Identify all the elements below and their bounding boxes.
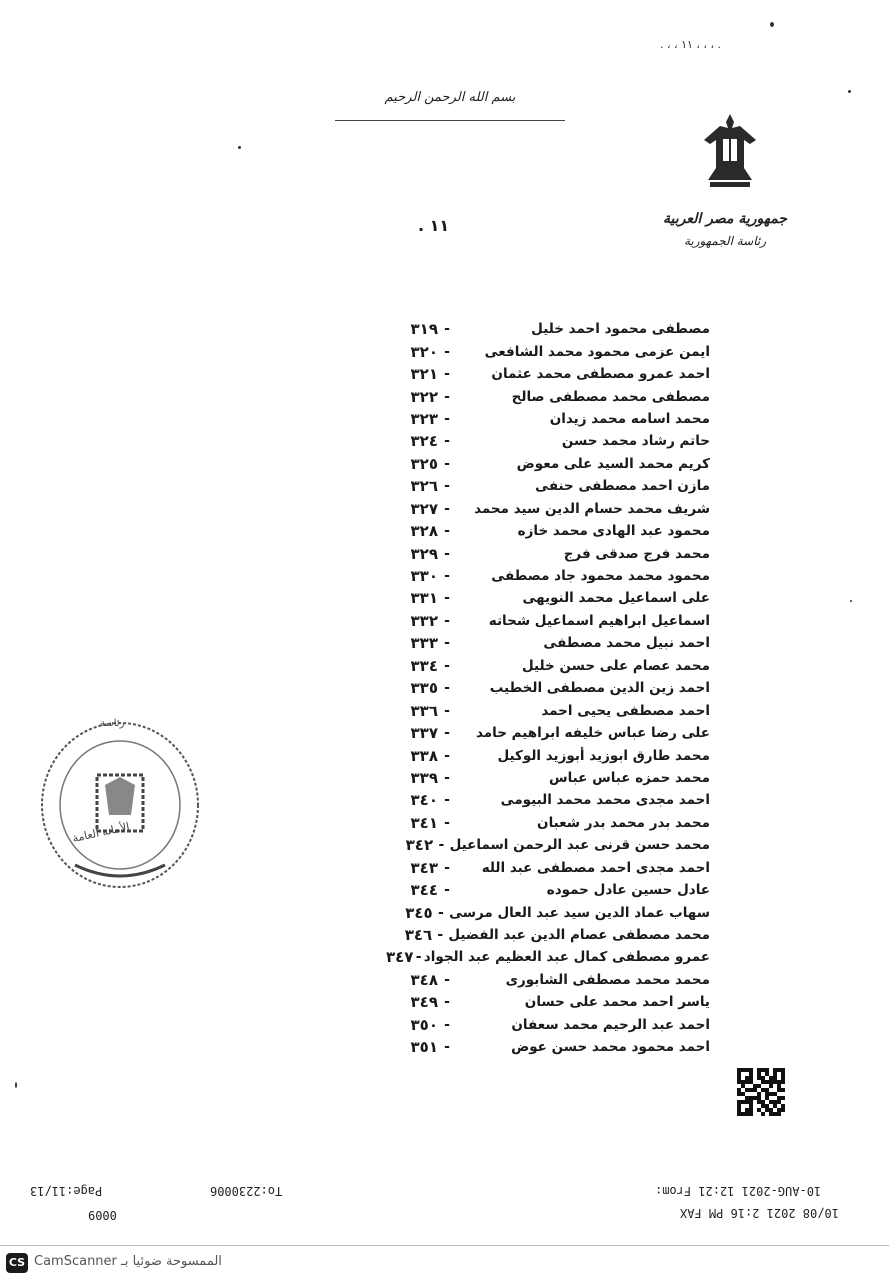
entry-name: محمد طارق ابوزيد أبوزيد الوكيل	[497, 747, 710, 764]
entry-name: احمد محمود محمد حسن عوض	[511, 1039, 710, 1056]
republic-title: جمهورية مصر العربية	[663, 211, 787, 227]
entry-name: محمد مصطفى عصام الدين عبد الفضيل	[448, 927, 710, 944]
entry-number: ٣٣٢	[410, 611, 438, 630]
list-item	[380, 318, 710, 340]
entry-name: محمد محمد مصطفى الشابورى	[505, 971, 710, 988]
entry-number: ٣٤١	[410, 813, 438, 832]
entry-dash: -	[444, 1016, 450, 1033]
scan-speck	[15, 1082, 17, 1088]
entry-number: ٣٣٩	[410, 768, 438, 787]
entry-dash: -	[444, 769, 450, 786]
names-list	[380, 318, 710, 1058]
entry-dash: -	[444, 814, 450, 831]
entry-number: ٣٤٧	[385, 948, 414, 967]
list-item	[380, 340, 710, 362]
entry-name: محمد عصام على حسن خليل	[521, 657, 710, 674]
entry-name: محمد فرج صدقى فرج	[563, 545, 710, 562]
entry-dash: -	[444, 321, 450, 338]
list-item	[380, 1014, 710, 1036]
list-item	[380, 901, 710, 923]
scan-speck	[850, 600, 852, 602]
entry-dash: -	[444, 523, 450, 540]
list-item	[380, 520, 710, 542]
list-item	[380, 946, 710, 968]
entry-number: ٣٣٠	[410, 567, 438, 586]
entry-number: ٣٢٠	[410, 342, 438, 361]
entry-name: احمد عبد الرحيم محمد سعفان	[511, 1016, 710, 1033]
list-item	[380, 610, 710, 632]
entry-dash: -	[437, 927, 444, 944]
entry-dash: -	[444, 635, 450, 652]
list-item	[380, 834, 710, 856]
entry-dash: -	[444, 388, 450, 405]
page-marker: . ١١	[418, 216, 450, 235]
entry-number: ٣٤٥	[405, 903, 433, 922]
fax-to: To:2230006	[210, 1184, 283, 1198]
entry-number: ٣٣٤	[410, 656, 438, 675]
qr-code-icon	[737, 1068, 785, 1116]
entry-dash: -	[438, 837, 445, 854]
list-item	[380, 655, 710, 677]
entry-number: ٣٣٣	[410, 634, 438, 653]
fax-counter: 0009	[88, 1208, 117, 1222]
list-item	[380, 385, 710, 407]
entry-number: ٣٤٨	[410, 970, 438, 989]
entry-dash: -	[444, 747, 450, 764]
list-item	[380, 812, 710, 834]
list-item	[380, 363, 710, 385]
list-item	[380, 924, 710, 946]
entry-name: احمد مصطفى يحيى احمد	[541, 702, 710, 719]
entry-name: محمود محمد محمود جاد مصطفى	[491, 568, 710, 585]
list-item	[380, 587, 710, 609]
list-item	[380, 879, 710, 901]
entry-dash: -	[444, 410, 450, 427]
entry-name: مازن احمد مصطفى حنفى	[535, 478, 710, 495]
list-item	[380, 857, 710, 879]
entry-name: احمد زين الدين مصطفى الخطيب	[489, 680, 710, 697]
entry-dash: -	[444, 882, 450, 899]
entry-dash: -	[444, 478, 450, 495]
entry-number: ٣٣٦	[410, 701, 438, 720]
entry-name: على رضا عباس خليفه ابراهيم حامد	[476, 725, 710, 742]
entry-name: سهاب عماد الدين سيد عبد العال مرسى	[449, 904, 710, 921]
entry-name: كريم محمد السيد على معوض	[516, 455, 710, 472]
entry-name: محمد حسن قرنى عبد الرحمن اسماعيل	[449, 837, 710, 854]
entry-dash: -	[444, 343, 450, 360]
entry-dash: -	[444, 1039, 450, 1056]
entry-name: عادل حسين عادل حموده	[546, 882, 710, 899]
entry-name: احمد نبيل محمد مصطفى	[543, 635, 710, 652]
entry-number: ٣٢٨	[410, 522, 438, 541]
entry-number: ٣٤٢	[405, 836, 434, 855]
entry-name: على اسماعيل محمد النويهى	[522, 590, 710, 607]
scan-speck	[848, 90, 851, 93]
entry-dash: -	[444, 545, 450, 562]
basmala-header: بسم الله الرحمن الرحيم	[335, 90, 565, 121]
entry-number: ٣٤٠	[410, 791, 438, 810]
header-marks: . ، ، ١١ ، ، ، .	[660, 38, 722, 51]
camscanner-caption: الممسوحة ضوئيا بـ CamScanner	[34, 1254, 222, 1269]
entry-number: ٣٤٦	[404, 926, 433, 945]
entry-name: حاتم رشاد محمد حسن	[561, 433, 710, 450]
entry-dash: -	[444, 366, 450, 383]
entry-name: محمد بدر محمد بدر شعبان	[537, 814, 710, 831]
entry-number: ٣٤٤	[410, 881, 438, 900]
list-item	[380, 565, 710, 587]
entry-dash: -	[444, 859, 450, 876]
fax-date-from: 10-AUG-2021 12:21 From:	[655, 1184, 822, 1198]
entry-dash: -	[444, 994, 450, 1011]
list-item	[380, 408, 710, 430]
entry-name: ياسر احمد محمد على حسان	[524, 994, 710, 1011]
entry-number: ٣٥٠	[410, 1015, 438, 1034]
list-item	[380, 430, 710, 452]
entry-number: ٣٤٩	[410, 993, 438, 1012]
scan-speck	[770, 22, 774, 27]
eagle-emblem-icon	[700, 110, 760, 190]
list-item	[380, 542, 710, 564]
entry-number: ٣٢٥	[410, 454, 438, 473]
entry-name: مصطفى محمد مصطفى صالح	[511, 388, 710, 405]
entry-dash: -	[444, 500, 450, 517]
entry-number: ٣٢٦	[410, 477, 438, 496]
entry-name: احمد مجدى محمد محمد البيومى	[500, 792, 710, 809]
list-item	[380, 1036, 710, 1058]
entry-name: محمود عبد الهادى محمد خازه	[517, 523, 710, 540]
entry-number: ٣٢١	[410, 365, 438, 384]
entry-number: ٣٣١	[410, 589, 438, 608]
entry-number: ٣٥١	[410, 1038, 438, 1057]
list-item	[380, 744, 710, 766]
entry-number: ٣٢٣	[410, 409, 438, 428]
entry-dash: -	[415, 949, 422, 966]
entry-number: ٣٣٧	[410, 724, 438, 743]
fax-timestamp: 10/08 2021 2:16 PM FAX	[680, 1206, 839, 1220]
entry-dash: -	[444, 590, 450, 607]
entry-dash: -	[444, 725, 450, 742]
presidency-title: رئاسة الجمهورية	[683, 234, 767, 248]
list-item	[380, 677, 710, 699]
entry-number: ٣٢٧	[410, 499, 438, 518]
entry-dash: -	[444, 792, 450, 809]
entry-number: ٣٣٥	[410, 679, 438, 698]
list-item	[380, 498, 710, 520]
camscanner-logo-icon: CS	[6, 1253, 28, 1273]
entry-dash: -	[437, 904, 444, 921]
entry-dash: -	[444, 568, 450, 585]
entry-name: محمد اسامه محمد زيدان	[549, 410, 710, 427]
list-item	[380, 789, 710, 811]
list-item	[380, 767, 710, 789]
entry-name: شريف محمد حسام الدين سيد محمد	[474, 500, 710, 517]
entry-name: مصطفى محمود احمد خليل	[531, 321, 710, 338]
entry-dash: -	[444, 971, 450, 988]
camscanner-watermark-bar	[0, 1245, 889, 1281]
entry-number: ٣٤٣	[410, 858, 438, 877]
list-item	[380, 632, 710, 654]
entry-dash: -	[444, 702, 450, 719]
seal-bottom-text: الأمانة العامة	[71, 820, 131, 845]
fax-page: Page:11/13	[30, 1184, 103, 1198]
entry-dash: -	[444, 657, 450, 674]
entry-name: محمد حمزه عباس عباس	[548, 769, 710, 786]
seal-top-text: رئاسة	[100, 718, 125, 729]
entry-dash: -	[444, 455, 450, 472]
list-item	[380, 969, 710, 991]
list-item	[380, 991, 710, 1013]
entry-name: احمد عمرو مصطفى محمد عثمان	[491, 366, 710, 383]
list-item	[380, 453, 710, 475]
entry-name: عمرو مصطفى كمال عبد العظيم عبد الجواد	[423, 949, 710, 966]
entry-name: احمد مجدى احمد مصطفى عبد الله	[481, 859, 710, 876]
list-item	[380, 475, 710, 497]
entry-number: ٣٢٩	[410, 544, 438, 563]
entry-name: اسماعيل ابراهيم اسماعيل شحاته	[488, 612, 710, 629]
entry-number: ٣٢٤	[410, 432, 438, 451]
entry-dash: -	[444, 680, 450, 697]
issuer-heading	[655, 208, 795, 252]
list-item	[380, 722, 710, 744]
entry-name: ايمن عزمى محمود محمد الشافعى	[484, 343, 710, 360]
entry-dash: -	[444, 612, 450, 629]
list-item	[380, 699, 710, 721]
entry-number: ٣١٩	[410, 320, 438, 339]
entry-number: ٣٢٢	[410, 387, 438, 406]
official-seal-stamp	[35, 715, 205, 895]
scan-speck	[238, 146, 241, 149]
entry-number: ٣٣٨	[410, 746, 438, 765]
entry-dash: -	[444, 433, 450, 450]
